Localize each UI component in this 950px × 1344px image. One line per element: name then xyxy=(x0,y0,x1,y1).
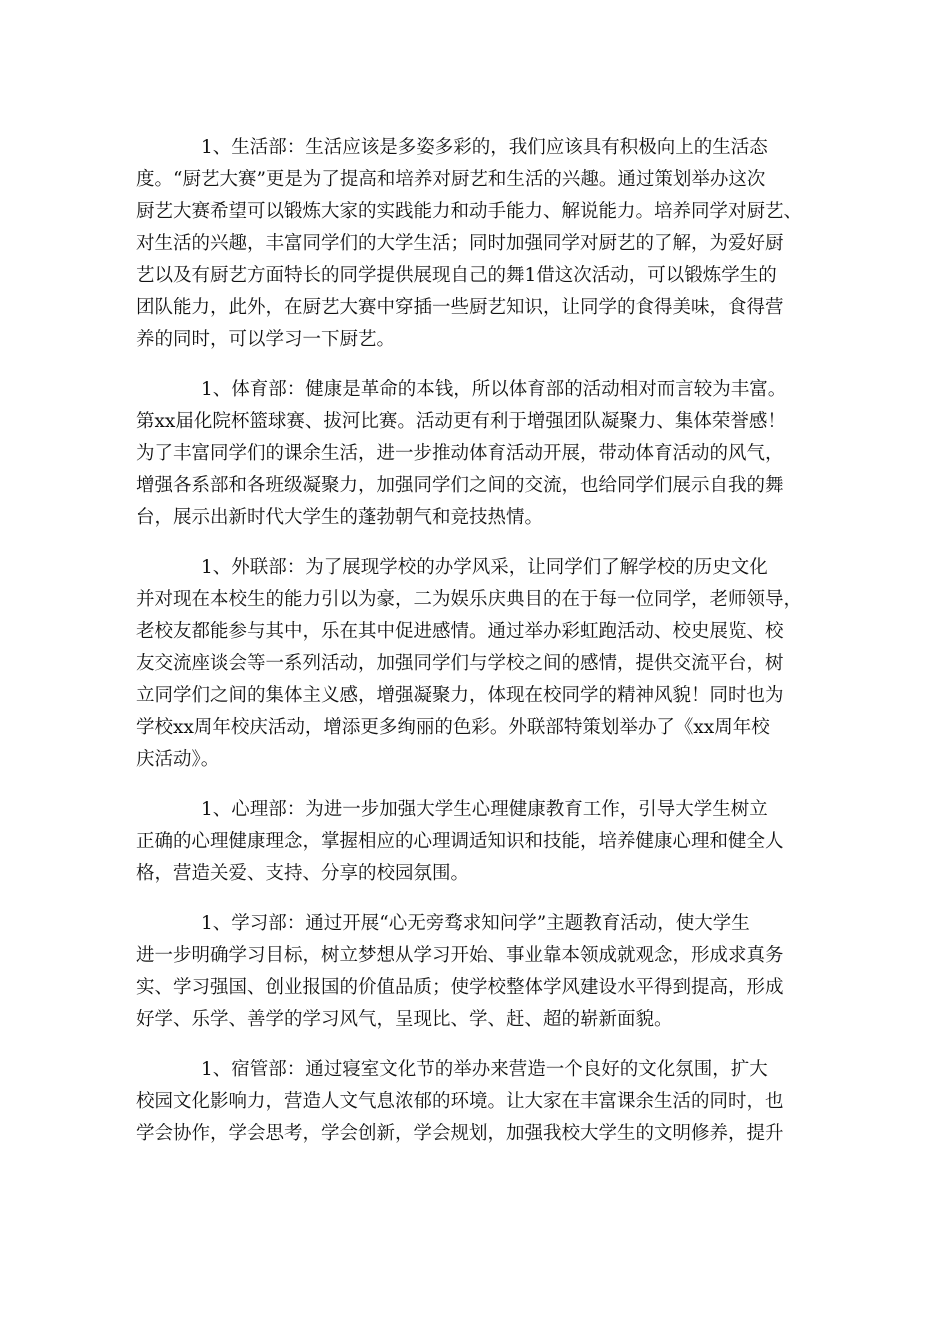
text-line: 1、体育部：健康是革命的本钱，所以体育部的活动相对而言较为丰富。 xyxy=(201,379,787,400)
paragraph xyxy=(136,374,816,534)
text-line: 1、心理部：为进一步加强大学生心理健康教育工作，引导大学生树立 xyxy=(201,799,768,820)
text-line: 学校xx周年校庆活动，增添更多绚丽的色彩。外联部特策划举办了《xx周年校 xyxy=(136,717,770,738)
paragraph xyxy=(136,1054,816,1150)
paragraph xyxy=(136,132,816,356)
paragraph xyxy=(136,908,816,1036)
text-line: 学会协作，学会思考，学会创新，学会规划，加强我校大学生的文明修养，提升 xyxy=(136,1123,784,1144)
text-line: 增强各系部和各班级凝聚力，加强同学们之间的交流，也给同学们展示自我的舞 xyxy=(136,475,784,496)
text-line: 格，营造关爱、支持、分享的校园氛围。 xyxy=(136,863,470,884)
paragraph xyxy=(136,552,816,776)
text-line: 第xx届化院杯篮球赛、拔河比赛。活动更有利于增强团队凝聚力、集体荣誉感！ xyxy=(136,411,786,432)
text-line: 厨艺大赛希望可以锻炼大家的实践能力和动手能力、解说能力。培养同学对厨艺、 xyxy=(136,201,803,222)
text-line: 老校友都能参与其中，乐在其中促进感情。通过举办彩虹跑活动、校史展览、校 xyxy=(136,621,784,642)
document-body xyxy=(136,132,816,1168)
text-line: 进一步明确学习目标，树立梦想从学习开始、事业靠本领成就观念，形成求真务 xyxy=(136,945,784,966)
text-line: 为了丰富同学们的课余生活，进一步推动体育活动开展，带动体育活动的风气， xyxy=(136,443,784,464)
text-line: 好学、乐学、善学的学习风气，呈现比、学、赶、超的崭新面貌。 xyxy=(136,1009,673,1030)
text-line: 1、宿管部：通过寝室文化节的举办来营造一个良好的文化氛围，扩大 xyxy=(201,1059,768,1080)
text-line: 艺以及有厨艺方面特长的同学提供展现自己的舞1借这次活动，可以锻炼学生的 xyxy=(136,265,777,286)
text-line: 正确的心理健康理念，掌握相应的心理调适知识和技能，培养健康心理和健全人 xyxy=(136,831,784,852)
text-line: 对生活的兴趣，丰富同学们的大学生活；同时加强同学对厨艺的了解，为爱好厨 xyxy=(136,233,784,254)
text-line: 团队能力，此外，在厨艺大赛中穿插一些厨艺知识，让同学的食得美味，食得营 xyxy=(136,297,784,318)
text-line: 1、学习部：通过开展“心无旁骛求知问学”主题教育活动，使大学生 xyxy=(201,913,750,934)
text-line: 实、学习强国、创业报国的价值品质；使学校整体学风建设水平得到提高，形成 xyxy=(136,977,784,998)
text-line: 友交流座谈会等一系列活动，加强同学们与学校之间的感情，提供交流平台，树 xyxy=(136,653,784,674)
text-line: 庆活动》。 xyxy=(136,749,220,770)
text-line: 度。“厨艺大赛”更是为了提高和培养对厨艺和生活的兴趣。通过策划举办这次 xyxy=(136,169,766,190)
text-line: 并对现在本校生的能力引以为豪，二为娱乐庆典目的在于每一位同学，老师领导， xyxy=(136,589,803,610)
text-line: 台，展示出新时代大学生的蓬勃朝气和竞技热情。 xyxy=(136,507,544,528)
paragraph xyxy=(136,794,816,890)
text-line: 1、生活部：生活应该是多姿多彩的，我们应该具有积极向上的生活态 xyxy=(201,137,768,158)
text-line: 立同学们之间的集体主义感，增强凝聚力，体现在校同学的精神风貌！同时也为 xyxy=(136,685,784,706)
text-line: 养的同时，可以学习一下厨艺。 xyxy=(136,329,396,350)
text-line: 校园文化影响力，营造人文气息浓郁的环境。让大家在丰富课余生活的同时，也 xyxy=(136,1091,784,1112)
text-line: 1、外联部：为了展现学校的办学风采，让同学们了解学校的历史文化 xyxy=(201,557,768,578)
